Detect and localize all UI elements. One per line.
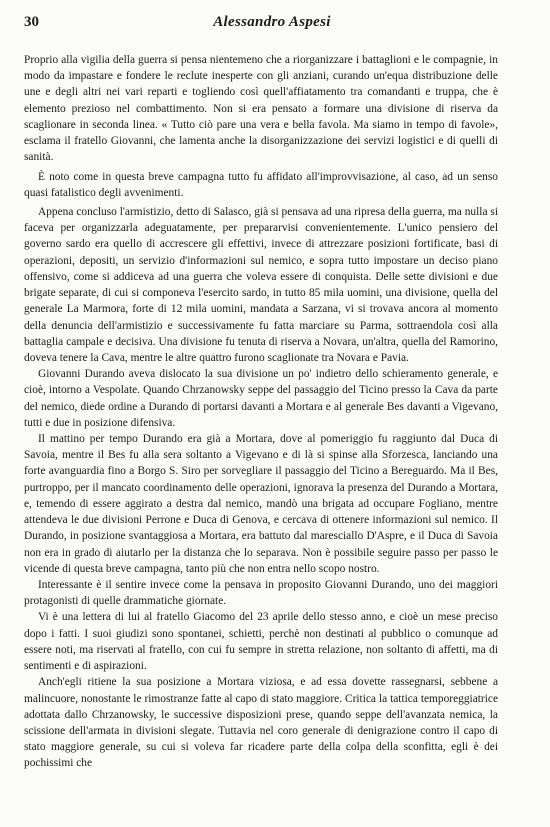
paragraph: Il mattino per tempo Durando era già a Mortara, dove al pomeriggio fu raggiunto dal Duca di Savoia, mentre il Bes fu alla sera soltanto a Vigevano e di là si spinse alla Sforzesca, lanciando una forte avanguardia fino a Borgo S. Siro per sorvegliare il passaggio del Ticino a Bereguardo. Ma il Bes, purtroppo, per il mancato coordinamento delle operazioni, ignorava la presenza del Durando a Mortara, e, temendo di essere aggirato a destra dal nemico, mandò una brigata ad occupare Fogliano, mentre attendeva le due divisioni Perrone e Duca di Genova, e cercava di ottenere informazioni sul nemico. Il Durando, in posizione svantaggiosa a Mortara, era battuto dal maresciallo D'Aspre, e il Duca di Savoia non era in grado di aiutarlo per la distanza che lo separava. Non è possibile seguire passo per passo le vicende di questa breve campagna, tanto più che non entra nello scopo nostro. [24,433,498,575]
paragraph: Interessante è il sentire invece come la pensava in proposito Giovanni Durando, uno dei maggiori protagonisti di quelle drammatiche giornate. [24,579,498,608]
page-header [24,14,520,36]
paragraph: Giovanni Durando aveva dislocato la sua divisione un po' indietro dello schieramento generale, e cioè, intorno a Vespolate. Quando Chrzanowsky seppe del passaggio del Ticino presso la Cava da parte del nemico, diede ordine a Durando di portarsi davanti a Mortara e al generale Bes davanti a Vigevano, tutti e due in posizione difensiva. [24,368,498,429]
page-number: 30 [24,14,39,30]
body-text [24,52,498,772]
paragraph: È noto come in questa breve campagna tutto fu affidato all'improvvisazione, al caso, ad un senso quasi fatalistico degli avvenimenti. [24,170,498,199]
paragraph: Appena concluso l'armistizio, detto di Salasco, già si pensava ad una ripresa della guerra, ma nulla si faceva per organizzarla adeguatamente, per prepararvisi convenientemente. L'unico pensiero del governo sardo era quello di accrescere gli effettivi, invece di attrezzare posizioni fortificate, basi di operazioni, depositi, un servizio d'informazioni sul nemico, e sopra tutto impostare un deciso piano offensivo, come si addiceva ad una guerra che voleva essere di conquista. Delle sette divisioni e due brigate separate, di cui si componeva l'esercito sardo, in tutto 85 mila uomini, una divisione, quella del generale La Marmora, forte di 12 mila uomini, mandata a Sarzana, vi si trovava ancora al momento della denuncia dell'armistizio e successivamente fu fatta marciare su Parma, sottraendola così alla battaglia campale e decisiva. Una divisione fu tenuta di riserva a Novara, un'altra, quella del Ramorino, doveva tenere la Cava, mentre le altre quattro furono scaglionate tra Novara e Pavia. [24,205,498,364]
paragraph: Anch'egli ritiene la sua posizione a Mortara viziosa, e ad essa dovette rassegnarsi, sebbene a malincuore, nonostante le rimostranze fatte al capo di stato maggiore. Critica la tattica temporeggiatrice adottata dallo Chrzanowsky, le successive disposizioni prese, quando seppe dell'avanzata nemica, la scissione dell'armata in divisioni slegate. Tuttavia nel coro generale di denigrazione contro il capo di stato maggiore generale, su cui si voleva far ricadere parte della colpa della sconfitta, egli è dei pochissimi che [24,676,498,770]
paragraph: Vi è una lettera di lui al fratello Giacomo del 23 aprile dello stesso anno, e cioè un mese preciso dopo i fatti. I suoi giudizi sono spontanei, schietti, perchè non destinati al pubblico o comunque ad essere noti, ma riservati al fratello, con cui fu sempre in stretta relazione, non soltanto di affetti, ma di sentimenti e di aspirazioni. [24,611,498,673]
paragraph: Proprio alla vigilia della guerra si pensa nientemeno che a riorganizzare i battaglioni e le compagnie, in modo da impastare e fondere le reclute inesperte con gli anziani, curando un'equa distribuzione delle une e degli altri nei vari reparti e togliendo così quell'affiatamento tra comandanti e truppa, che è elemento prezioso nel combattimento. Non si era pensato a formare una divisione di riserva da scaglionare in seconda linea. « Tutto ciò pare una vera e bella favola. Ma siamo in tempo di favole», esclama il fratello Giovanni, che lamenta anche la disorganizzazione dei servizi logistici e di quelli di sanità. [24,54,498,164]
running-title: Alessandro Aspesi [213,14,331,30]
